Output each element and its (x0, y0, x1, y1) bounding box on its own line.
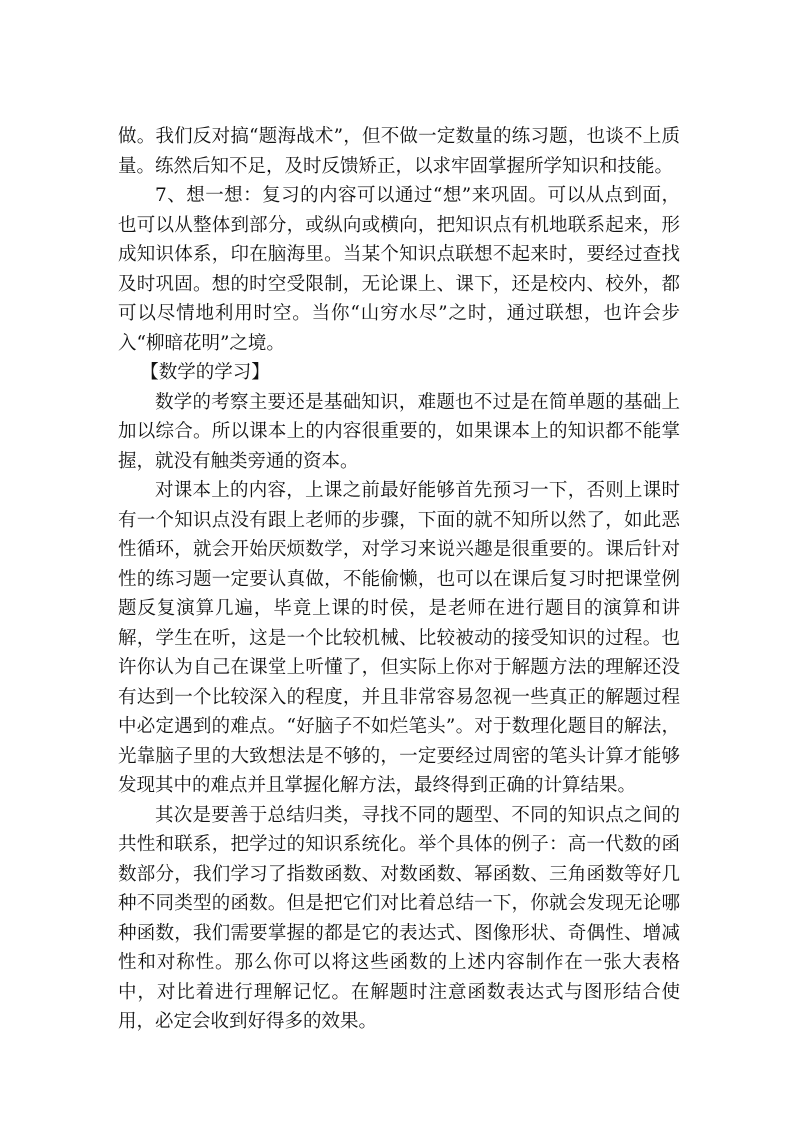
paragraph-continuation: 做。我们反对搞“题海战术”，但不做一定数量的练习题，也谈不上质量。练然后知不足，及时反馈矫正，以求牢固掌握所学知识和技能。 (118, 126, 680, 177)
section-heading-math-study: 【数学的学习】 (140, 362, 270, 383)
paragraph-preview: 对课本上的内容，上课之前最好能够首先预习一下，否则上课时有一个知识点没有跟上老师的步骤，下面的就不知所以然了，如此恶性循环，就会开始厌烦数学，对学习来说兴趣是很重要的。课后针对性的练习题一定要认真做，不能偷懒，也可以在课后复习时把课堂例题反复演算几遍，毕竟上课的时侯，是老师在进行题目的演算和讲解，学生在听，这是一个比较机械、比较被动的接受知识的过程。也许你认为自己在课堂上听懂了，但实际上你对于解题方法的理解还没有达到一个比较深入的程度，并且非常容易忽视一些真正的解题过程中必定遇到的难点。“好脑子不如烂笔头”。对于数理化题目的解法，光靠脑子里的大致想法是不够的，一定要经过周密的笔头计算才能够发现其中的难点并且掌握化解方法，最终得到正确的计算结果。 (118, 480, 680, 796)
paragraph-think: 7、想一想：复习的内容可以通过“想”来巩固。可以从点到面，也可以从整体到部分，或纵向或横向，把知识点有机地联系起来，形成知识体系，印在脑海里。当某个知识点联想不起来时，要经过查找及时巩固。想的时空受限制，无论课上、课下，还是校内、校外，都可以尽情地利用时空。当你“山穷水尽”之时，通过联想，也许会步入“柳暗花明”之境。 (118, 185, 680, 354)
paragraph-math-basics: 数学的考察主要还是基础知识，难题也不过是在简单题的基础上加以综合。所以课本上的内容很重要的，如果课本上的知识都不能掌握，就没有触类旁通的资本。 (118, 391, 680, 472)
paragraph-summarize: 其次是要善于总结归类，寻找不同的题型、不同的知识点之间的共性和联系，把学过的知识系统化。举个具体的例子：高一代数的函数部分，我们学习了指数函数、对数函数、幂函数、三角函数等好几种不同类型的函数。但是把它们对比着总结一下，你就会发现无论哪种函数，我们需要掌握的都是它的表达式、图像形状、奇偶性、增减性和对称性。那么你可以将这些函数的上述内容制作在一张大表格中，对比着进行理解记忆。在解题时注意函数表达式与图形结合使用，必定会收到好得多的效果。 (118, 804, 680, 1032)
document-page (118, 122, 680, 1037)
